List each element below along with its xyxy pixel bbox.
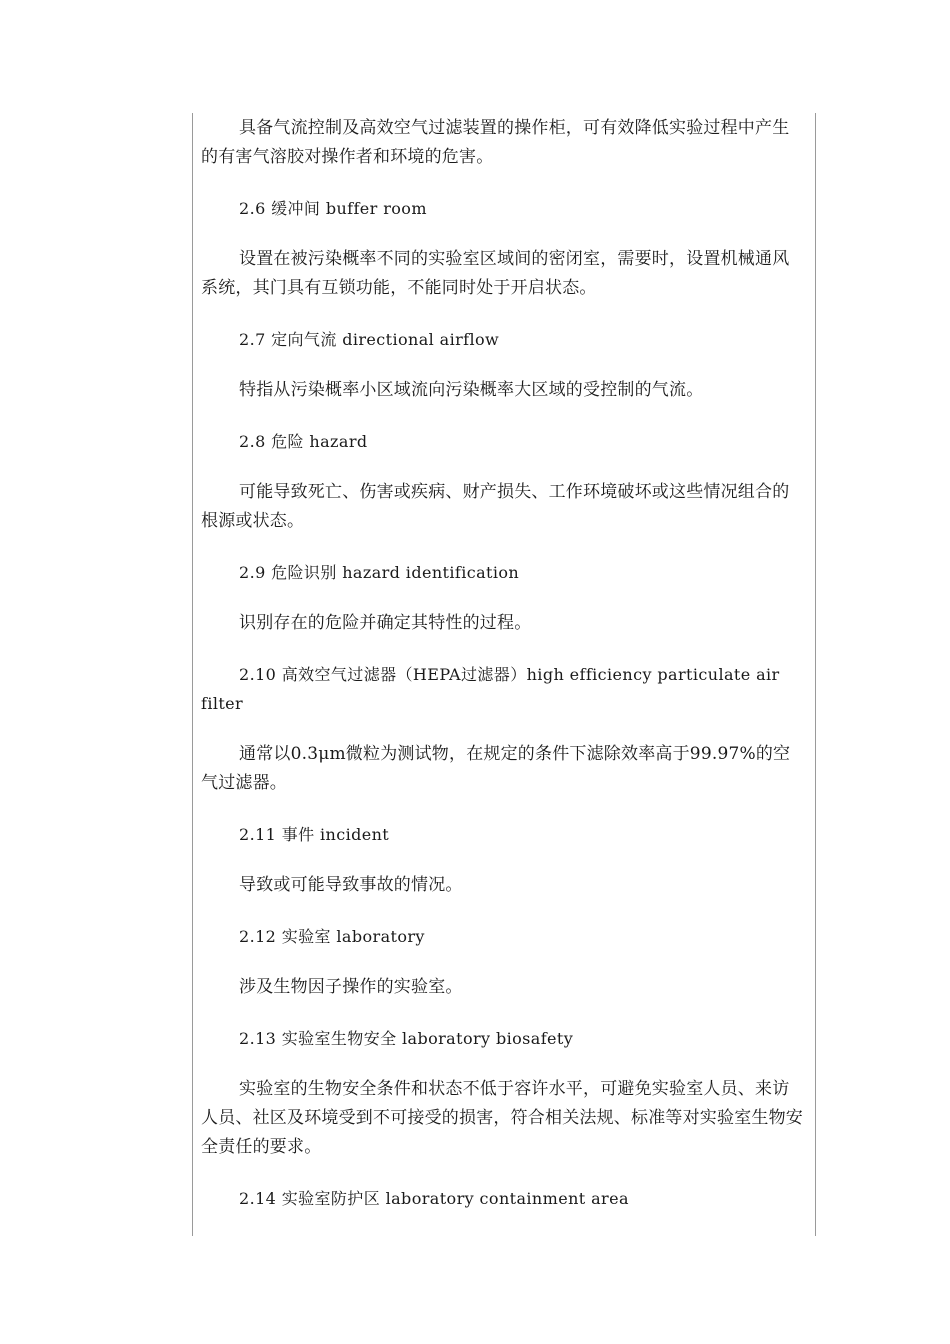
definition-paragraph: 设置在被污染概率不同的实验室区域间的密闭室，需要时，设置机械通风系统，其门具有互锁功能，不能同时处于开启状态。 [201,249,790,298]
definition-paragraph: 可能导致死亡、伤害或疾病、财产损失、工作环境破坏或这些情况组合的根源或状态。 [201,482,790,531]
left-margin-rule [192,113,193,1236]
definition-paragraph: 涉及生物因子操作的实验室。 [239,977,463,997]
definition-paragraph: 具备气流控制及高效空气过滤装置的操作柜，可有效降低实验过程中产生的有害气溶胶对操作者和环境的危害。 [201,118,790,167]
term-heading: 2.7 定向气流 directional airflow [239,330,500,349]
term-heading: 2.11 事件 incident [239,825,390,844]
term-heading: 2.6 缓冲间 buffer room [239,199,427,218]
term-heading: 2.10 高效空气过滤器（HEPA过滤器）high efficiency particulate air filter [201,665,780,713]
term-heading: 2.12 实验室 laboratory [239,927,425,946]
definition-paragraph: 导致或可能导致事故的情况。 [239,875,463,895]
term-heading: 2.14 实验室防护区 laboratory containment area [239,1189,629,1208]
right-margin-rule [815,113,816,1236]
term-heading: 2.13 实验室生物安全 laboratory biosafety [239,1029,574,1048]
term-heading: 2.8 危险 hazard [239,432,368,451]
definition-paragraph: 实验室的生物安全条件和状态不低于容许水平，可避免实验室人员、来访人员、社区及环境受到不可接受的损害，符合相关法规、标准等对实验室生物安全责任的要求。 [201,1079,803,1157]
definition-paragraph: 特指从污染概率小区域流向污染概率大区域的受控制的气流。 [239,380,704,400]
definition-paragraph: 识别存在的危险并确定其特性的过程。 [239,613,532,633]
document-body [201,114,805,1213]
definition-paragraph: 通常以0.3μm微粒为测试物，在规定的条件下滤除效率高于99.97%的空气过滤器。 [201,744,791,793]
term-heading: 2.9 危险识别 hazard identification [239,563,520,582]
